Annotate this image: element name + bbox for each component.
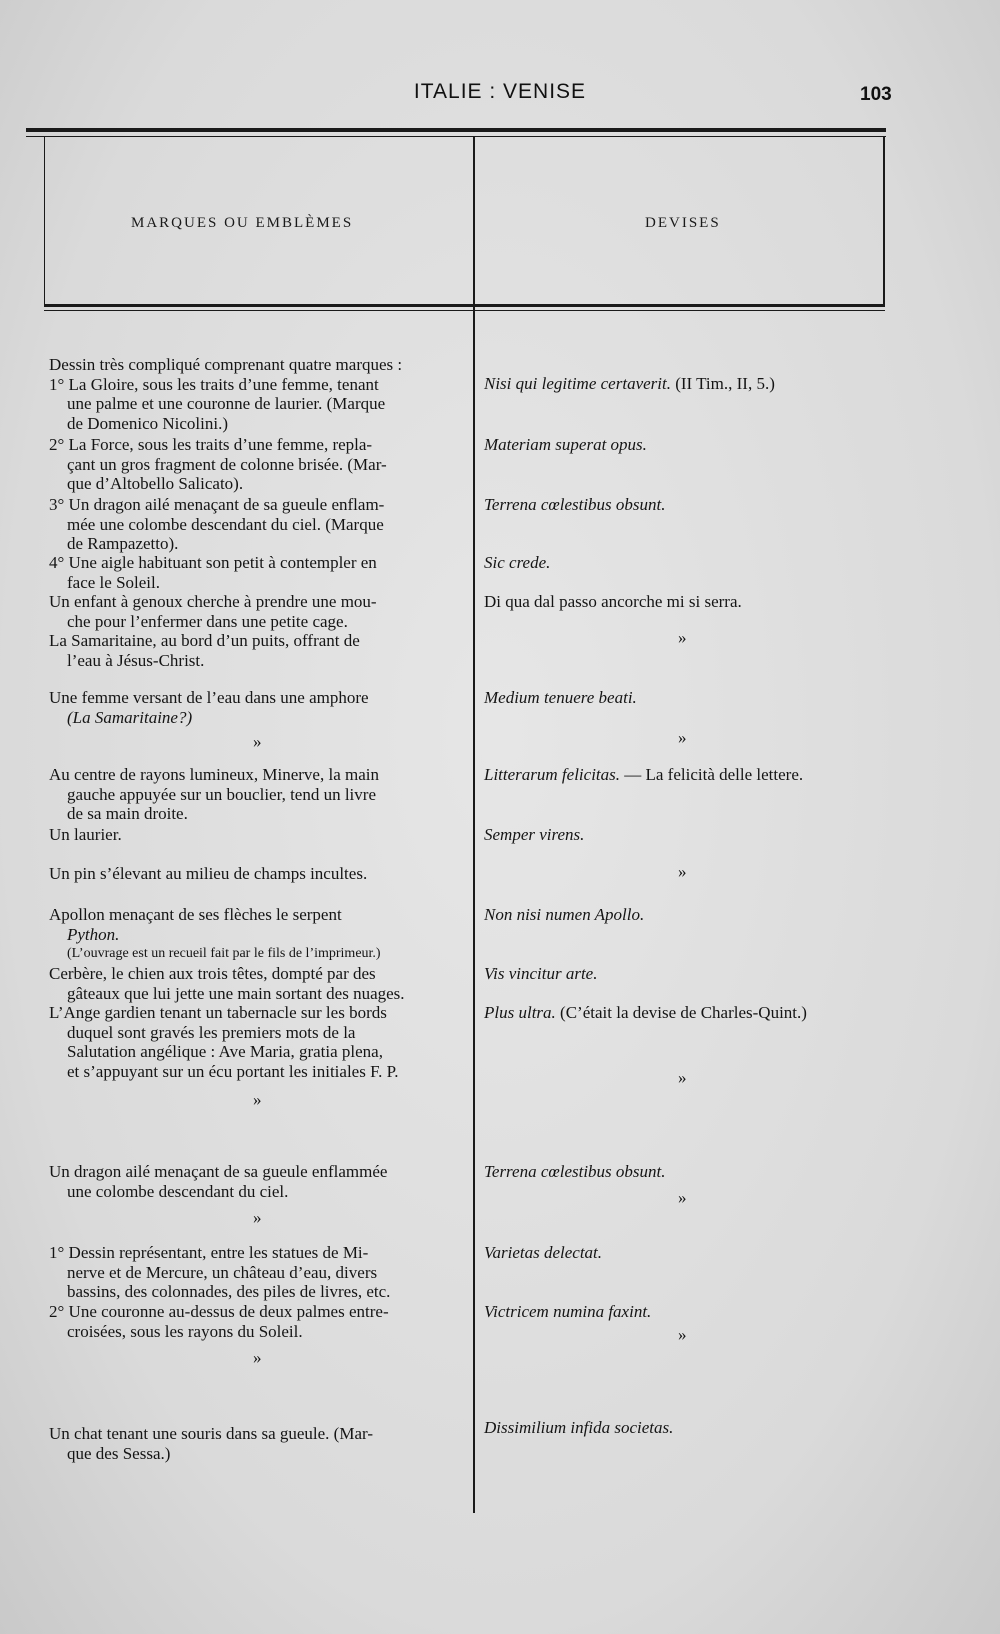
marque-line: 1° La Gloire, sous les traits d’une femme, tenant (49, 374, 379, 394)
ditto-mark: » (253, 1208, 262, 1227)
marque-line: de Domenico Nicolini.) (67, 413, 228, 433)
ditto-mark: » (678, 862, 687, 881)
ditto-mark: » (253, 732, 262, 751)
devise-text: Terrena cœlestibus obsunt. (484, 1162, 666, 1181)
marque-entry (49, 765, 379, 824)
marque-entry (49, 553, 377, 592)
marque-line: nerve et de Mercure, un château d’eau, divers (67, 1262, 378, 1282)
marque-line: l’eau à Jésus-Christ. (67, 650, 205, 670)
marque-line: une colombe descendant du ciel. (67, 1181, 289, 1201)
right-border (883, 137, 885, 305)
marque-line: che pour l’enfermer dans une petite cage. (67, 611, 348, 631)
header-bottom-rule-thin (44, 310, 885, 311)
devise-note: — La felicità delle lettere. (624, 765, 804, 784)
marque-line: Python. (67, 924, 120, 944)
left-border (44, 137, 45, 305)
marque-entry (49, 495, 384, 554)
devise-note: (C’était la devise de Charles-Quint.) (560, 1003, 807, 1022)
devise-entry (484, 374, 775, 394)
marque-entry (49, 688, 369, 727)
marque-line: face le Soleil. (67, 572, 160, 592)
marque-entry (49, 355, 402, 433)
column-header-devises: DEVISES (645, 215, 721, 231)
ditto-mark: » (678, 628, 687, 647)
devise-text: Vis vincitur arte. (484, 964, 598, 983)
devise-text: Sic crede. (484, 553, 551, 572)
marque-line: 3° Un dragon ailé menaçant de sa gueule enflam- (49, 495, 385, 514)
marque-line: Une femme versant de l’eau dans une amphore (49, 688, 369, 707)
marque-line: mée une colombe descendant du ciel. (Marque (67, 514, 384, 534)
marque-line: gâteaux que lui jette une main sortant des nuages. (67, 983, 405, 1003)
devise-text: Terrena cœlestibus obsunt. (484, 495, 666, 514)
marque-entry (49, 592, 377, 631)
marque-entry (49, 825, 122, 845)
devise-entry (484, 765, 803, 785)
marque-line: 2° Une couronne au-dessus de deux palmes entre- (49, 1302, 389, 1321)
devise-text: Dissimilium infida societas. (484, 1418, 674, 1437)
marque-line: Dessin très compliqué comprenant quatre marques : (49, 355, 403, 374)
marque-line: La Samaritaine, au bord d’un puits, offrant de (49, 631, 360, 650)
devise-text: Victricem numina faxint. (484, 1302, 652, 1321)
devise-text: Semper virens. (484, 825, 585, 844)
devise-text: Litterarum felicitas. (484, 765, 620, 784)
marque-line: de Rampazetto). (67, 534, 179, 553)
ditto-mark: » (678, 728, 687, 747)
devise-text: Plus ultra. (484, 1003, 556, 1022)
marque-entry (49, 631, 360, 670)
column-header-marques: MARQUES OU EMBLÈMES (131, 215, 354, 231)
marque-line: de sa main droite. (67, 804, 188, 823)
page-number: 103 (860, 84, 892, 105)
devise-entry (484, 1003, 807, 1023)
marque-line: Apollon menaçant de ses flèches le serpent (49, 905, 342, 924)
marque-line: bassins, des colonnades, des piles de livres, etc. (67, 1282, 391, 1301)
marque-entry (49, 864, 367, 884)
devise-text: Medium tenuere beati. (484, 688, 637, 707)
ditto-mark: » (253, 1090, 262, 1109)
marque-line: Un laurier. (49, 825, 122, 844)
running-header: ITALIE : VENISE (413, 80, 587, 103)
marque-line: que des Sessa.) (67, 1443, 171, 1463)
ditto-mark: » (253, 1348, 262, 1367)
marque-line: gauche appuyée sur un bouclier, tend un livre (67, 784, 376, 804)
marque-line: 4° Une aigle habituant son petit à contempler en (49, 553, 377, 572)
marque-line: une palme et une couronne de laurier. (Marque (67, 394, 386, 413)
marque-entry (49, 964, 405, 1003)
marque-line: Cerbère, le chien aux trois têtes, dompté par des (49, 964, 376, 983)
marque-line: Au centre de rayons lumineux, Minerve, la main (49, 765, 379, 784)
marque-note: (L’ouvrage est un recueil fait par le fils de l’imprimeur.) (67, 946, 381, 961)
marque-line: (La Samaritaine?) (67, 707, 193, 727)
marque-entry (49, 435, 387, 494)
marque-line: Un chat tenant une souris dans sa gueule. (Mar- (49, 1424, 373, 1443)
devise-text: Varietas delectat. (484, 1243, 603, 1262)
top-rule-thick (26, 128, 886, 132)
marque-line: Un enfant à genoux cherche à prendre une mou- (49, 592, 377, 611)
ditto-mark: » (678, 1325, 687, 1344)
devise-note: (II Tim., II, 5.) (675, 374, 775, 393)
header-bottom-rule (44, 304, 885, 307)
marque-entry (49, 1243, 390, 1302)
marque-line: 1° Dessin représentant, entre les statues de Mi- (49, 1243, 369, 1262)
devise-text: Materiam superat opus. (484, 435, 647, 454)
ditto-mark: » (678, 1188, 687, 1207)
marque-line: que d’Altobello Salicato). (67, 474, 244, 493)
marque-line: L’Ange gardien tenant un tabernacle sur les bords (49, 1003, 387, 1022)
marque-entry (49, 905, 381, 964)
devise-text: Nisi qui legitime certaverit. (484, 374, 671, 393)
marque-entry (49, 1162, 387, 1201)
marque-entry (49, 1003, 399, 1081)
marque-entry (49, 1424, 373, 1463)
devise-text: Non nisi numen Apollo. (484, 905, 645, 924)
marque-entry (49, 1302, 389, 1341)
column-divider (473, 137, 475, 1513)
marque-line: Un pin s’élevant au milieu de champs incultes. (49, 864, 368, 883)
devise-text: Di qua dal passo ancorche mi si serra. (484, 592, 742, 611)
ditto-mark: » (678, 1068, 687, 1087)
marque-line: duquel sont gravés les premiers mots de la (67, 1022, 356, 1042)
marque-line: Salutation angélique : Ave Maria, gratia plena, (67, 1042, 383, 1061)
marque-line: 2° La Force, sous les traits d’une femme, repla- (49, 435, 373, 454)
top-rule-thin (26, 136, 886, 137)
marque-line: croisées, sous les rayons du Soleil. (67, 1321, 303, 1341)
marque-line: et s’appuyant sur un écu portant les initiales F. P. (67, 1061, 399, 1081)
marque-line: Un dragon ailé menaçant de sa gueule enflammée (49, 1162, 388, 1181)
marque-line: çant un gros fragment de colonne brisée. (Mar- (67, 454, 387, 474)
